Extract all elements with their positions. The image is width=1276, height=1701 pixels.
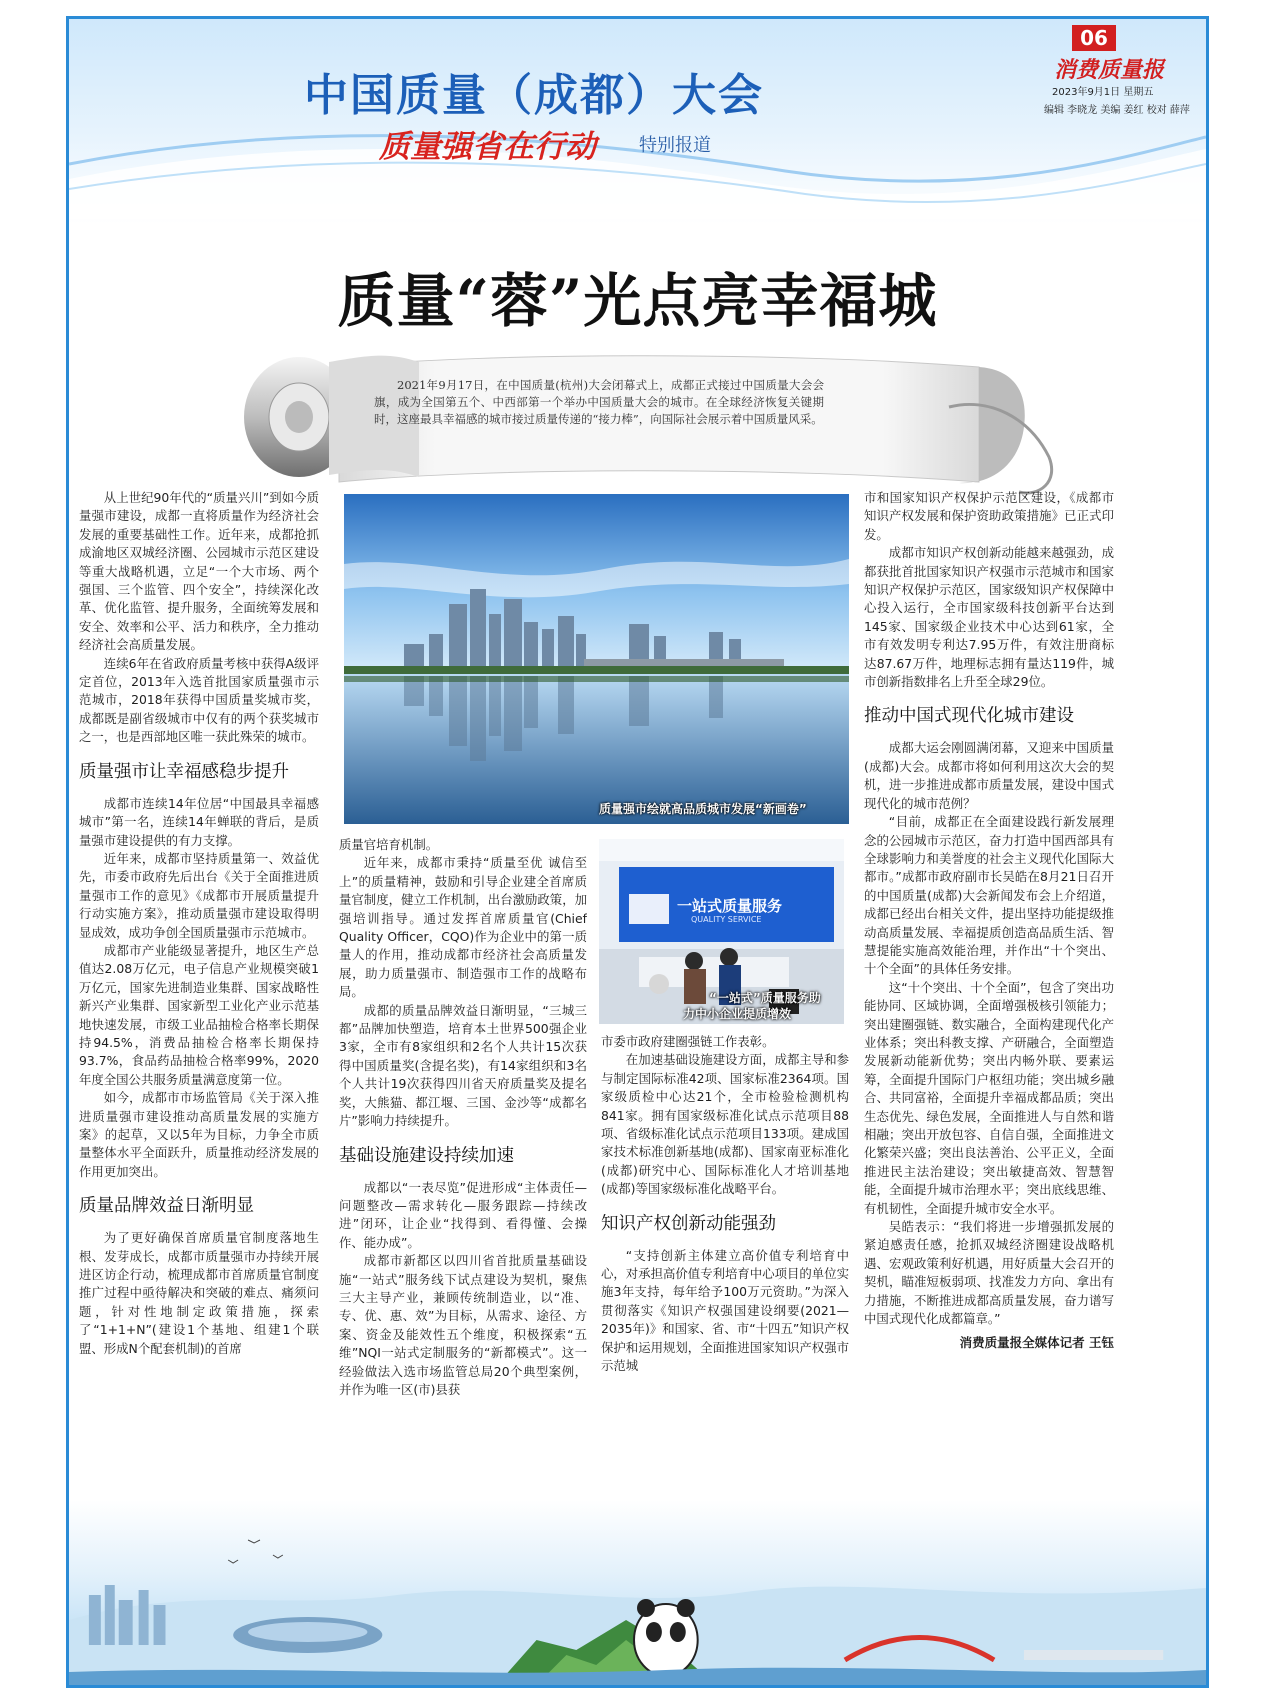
conference-title: 中国质量（成都）大会	[304, 70, 764, 121]
service-caption-line-2: 力中小企业提质增效	[683, 1007, 792, 1021]
skyline-caption: 质量强市绘就高品质城市发展“新画卷”	[599, 802, 807, 816]
paragraph: 成都市产业能级显著提升，地区生产总值达2.08万亿元，电子信息产业规模突破1万亿元，国家先进制造业集群、国家战略性新兴产业集群、国家新型工业化产业示范基地快速发展，市级工业品抽检合格率长期保持94.5%，消费品抽检合格率长期保持93.7%，食品药品抽检合格率99%，2020年度全国公共服务质量满意度第一位。	[79, 942, 319, 1087]
lead-paragraph: 2021年9月17日，在中国质量(杭州)大会闭幕式上，成都正式接过中国质量大会会旗，成为全国第五个、中西部第一个举办中国质量大会的城市。在全球经济恢复关键期时，这座最具幸福感的城市接过质量传递的“接力棒”，向国际社会展示着中国质量风采。	[374, 378, 824, 426]
paragraph: 市委市政府建圈强链工作表彰。	[601, 1034, 775, 1049]
masthead-banner	[69, 19, 1206, 224]
service-sign-cn: 一站式质量服务	[677, 897, 783, 915]
footer-city-illustration	[69, 1500, 1206, 1685]
service-photo	[599, 839, 844, 1024]
section-heading: 知识产权创新动能强劲	[601, 1213, 776, 1234]
skyline-photo	[344, 494, 849, 824]
campaign-slogan: 质量强省在行动	[379, 129, 596, 165]
column-2	[339, 836, 587, 1516]
paragraph: 成都市连续14年位居“中国最具幸福感城市”第一名，连续14年蝉联的背后，是质量强市建设提供的有力支撑。	[79, 795, 319, 848]
newspaper-name: 消费质量报	[1054, 58, 1165, 83]
editors-line: 编辑 李晓龙 美编 姜红 校对 薛萍	[1044, 105, 1190, 116]
paragraph: 成都的质量品牌效益日渐明显，“三城三都”品牌加快塑造，培育本土世界500强企业3家，全市有8家组织和2名个人共计15次获得中国质量奖(含提名奖)，有14家组织和3名个人共计19次获得四川省天府质量奖及提名奖，大熊猫、都江堰、三国、金沙等“成都名片”影响力持续提升。	[339, 1002, 587, 1129]
section-heading: 基础设施建设持续加速	[339, 1145, 514, 1166]
paragraph: “支持创新主体建立高价值专利培育中心，对承担高价值专利培育中心项目的单位实施3年支持，每年给予100万元资助。”为深入贯彻落实《知识产权强国建设纲要(2021—2035年)》和国家、省、市“十四五”知识产权保护和运用规划，全面推进国家知识产权强市示范城	[601, 1247, 849, 1374]
author-byline: 消费质量报全媒体记者 王钰	[959, 1335, 1114, 1351]
paragraph: 质量官培育机制。	[339, 837, 439, 852]
paragraph: 成都市知识产权创新动能越来越强劲，成都获批首批国家知识产权强市示范城市和国家知识产权保护示范区，国家级知识产权保障中心投入运行，全市国家级科技创新平台达到145家、国家级企业技术中心达到61家，全市有效发明专利达7.95万件，有效注册商标达87.67万件，地理标志拥有量达119件，城市创新指数排名上升至全球29位。	[864, 545, 1114, 690]
column-1	[79, 489, 319, 1519]
page-number: 06	[1072, 25, 1116, 51]
banner-wave	[69, 109, 1206, 219]
section-heading: 推动中国式现代化城市建设	[864, 706, 1074, 727]
paragraph: 近年来，成都市坚持质量第一、效益优先，市委市政府先后出台《关于全面推进质量强市工作的意见》《成都市开展质量提升行动实施方案》，推动质量强市建设取得明显成效，成功争创全国质量强市示范城市。	[79, 850, 319, 940]
paragraph: 这“十个突出、十个全面”，包含了突出功能协同、区域协调，全面增强极核引领能力；突出建圈强链、数实融合，全面构建现代化产业体系；突出科教支撑、产研融合，全面塑造发展新动能新优势；突出内畅外联、要素运筹，全面提升国际门户枢纽功能；突出城乡融合、共同富裕，全面提升幸福成都品质；突出生态优先、绿色发展，全面推进人与自然和谐相融；突出开放包容、自信自强，全面推进文化繁荣兴盛；突出良法善治、公平正义，全面推进民主法治建设；突出敏捷高效、智慧智能，全面提升城市治理水平；突出底线思维、有机韧性，全面提升城市安全水平。	[864, 979, 1114, 1216]
skyline-illustration	[344, 494, 849, 824]
page-frame	[66, 16, 1209, 1688]
paragraph: 成都大运会刚圆满闭幕，又迎来中国质量(成都)大会。成都市将如何利用这次大会的契机，进一步推进成都市质量发展，建设中国式现代化的城市范例？	[864, 740, 1114, 811]
paragraph: 从上世纪90年代的“质量兴川”到如今质量强市建设，成都一直将质量作为经济社会发展的重要基础性工作。近年来，成都抢抓成渝地区双城经济圈、公园城市示范区建设等重大战略机遇，立足“一个大市场、两个强国、三个监管、四个安全”，持续深化改革、优化监管、提升服务，全面统筹发展和安全、效率和公平、活力和秩序，全力推动经济社会高质量发展。	[79, 490, 319, 653]
paragraph: 吴皓表示：“我们将进一步增强抓发展的紧迫感责任感，抢抓双城经济圈建设战略机遇、宏观政策利好机遇，用好质量大会召开的契机，瞄准短板弱项、找准发力方向、拿出有力措施，不断推进成都高质量发展，奋力谱写中国式现代化成都篇章。”	[864, 1219, 1114, 1327]
service-sign-en: QUALITY SERVICE	[691, 915, 762, 924]
special-report-tag: 特别报道	[639, 135, 711, 156]
paragraph: “目前，成都正在全面建设践行新发展理念的公园城市示范区，奋力打造中国西部具有全球影响力和美誉度的社会主义现代化国际大都市。”成都市政府副市长吴皓在8月21日召开的中国质量(成都)大会新闻发布会上介绍道，成都已经出台相关文件，提出坚持功能提级推动高质量发展、幸福提质创造高品质生活、智慧提能实施高效能治理，并作出“十个突出、十个全面”的具体任务安排。	[864, 814, 1114, 977]
section-heading: 质量品牌效益日渐明显	[79, 1196, 254, 1217]
paragraph: 在加速基础设施建设方面，成都主导和参与制定国际标准42项、国家标准2364项。国家级质检中心达21个，全市检验检测机构841家。拥有国家级标准化试点示范项目88项、省级标准化试点示范项目133项。建成国家技术标准创新基地(成都)、国家南亚标准化(成都)研究中心、国际标准化人才培训基地(成都)等国家级标准化战略平台。	[601, 1052, 849, 1197]
service-caption-line-1: “一站式”质量服务助	[709, 991, 821, 1005]
issue-date: 2023年9月1日 星期五	[1052, 87, 1154, 98]
paragraph: 连续6年在省政府质量考核中获得A级评定首位，2013年入选首批国家质量强市示范城市，2018年获得中国质量奖城市奖，成都既是副省级城市中仅有的两个获奖城市之一，也是西部地区唯一获此殊荣的城市。	[79, 655, 319, 745]
paragraph: 市和国家知识产权保护示范区建设，《成都市知识产权发展和保护资助政策措施》已正式印发。	[864, 490, 1114, 542]
paragraph: 如今，成都市市场监管局《关于深入推进质量强市建设推动高质量发展的实施方案》的起草，又以5年为目标，力争全市质量整体水平全面跃升，质量推动经济发展的作用更加突出。	[79, 1090, 319, 1179]
column-4	[864, 489, 1114, 1519]
paragraph: 成都市新都区以四川省首批质量基础设施“一站式”服务线下试点建设为契机，聚焦三大主导产业，兼顾传统制造业，以“准、专、优、惠、效”为目标，从需求、途径、方案、资金及能效性五个维度，积极探索“五维”NQI一站式定制服务的“新都模式”。这一经验做法入选市场监管总局20个典型案例，并作为唯一区(市)县获	[339, 1253, 587, 1397]
article-headline: 质量“蓉”光点亮幸福城	[337, 267, 938, 335]
paragraph: 成都以“一表尽览”促进形成“主体责任—问题整改—需求转化—服务跟踪—持续改进”闭环，让企业“找得到、看得懂、会操作、能办成”。	[339, 1179, 587, 1250]
paragraph: 为了更好确保首席质量官制度落地生根、发芽成长，成都市质量强市办持续开展进区访企行动，梳理成都市首席质量官制度推广过程中亟待解决和突破的难点、痛须问题，针对性地制定政策措施，探索了“1+1+N”(建设1个基地、组建1个联盟、形成N个配套机制)的首席	[79, 1230, 319, 1356]
paragraph: 近年来，成都市秉持“质量至优 诚信至上”的质量精神，鼓励和引导企业建全首席质量官制度，健立工作机制，出台激励政策，加强培训指导。通过发挥首席质量官(Chief Quality Officer，CQO)作为企业中的第一质量人的作用，推动成都市经济社会高质量发展，助力质量强市、制造强市工作的战略布局。	[339, 855, 587, 1000]
column-3	[601, 1033, 849, 1518]
section-heading: 质量强市让幸福感稳步提升	[79, 761, 289, 782]
